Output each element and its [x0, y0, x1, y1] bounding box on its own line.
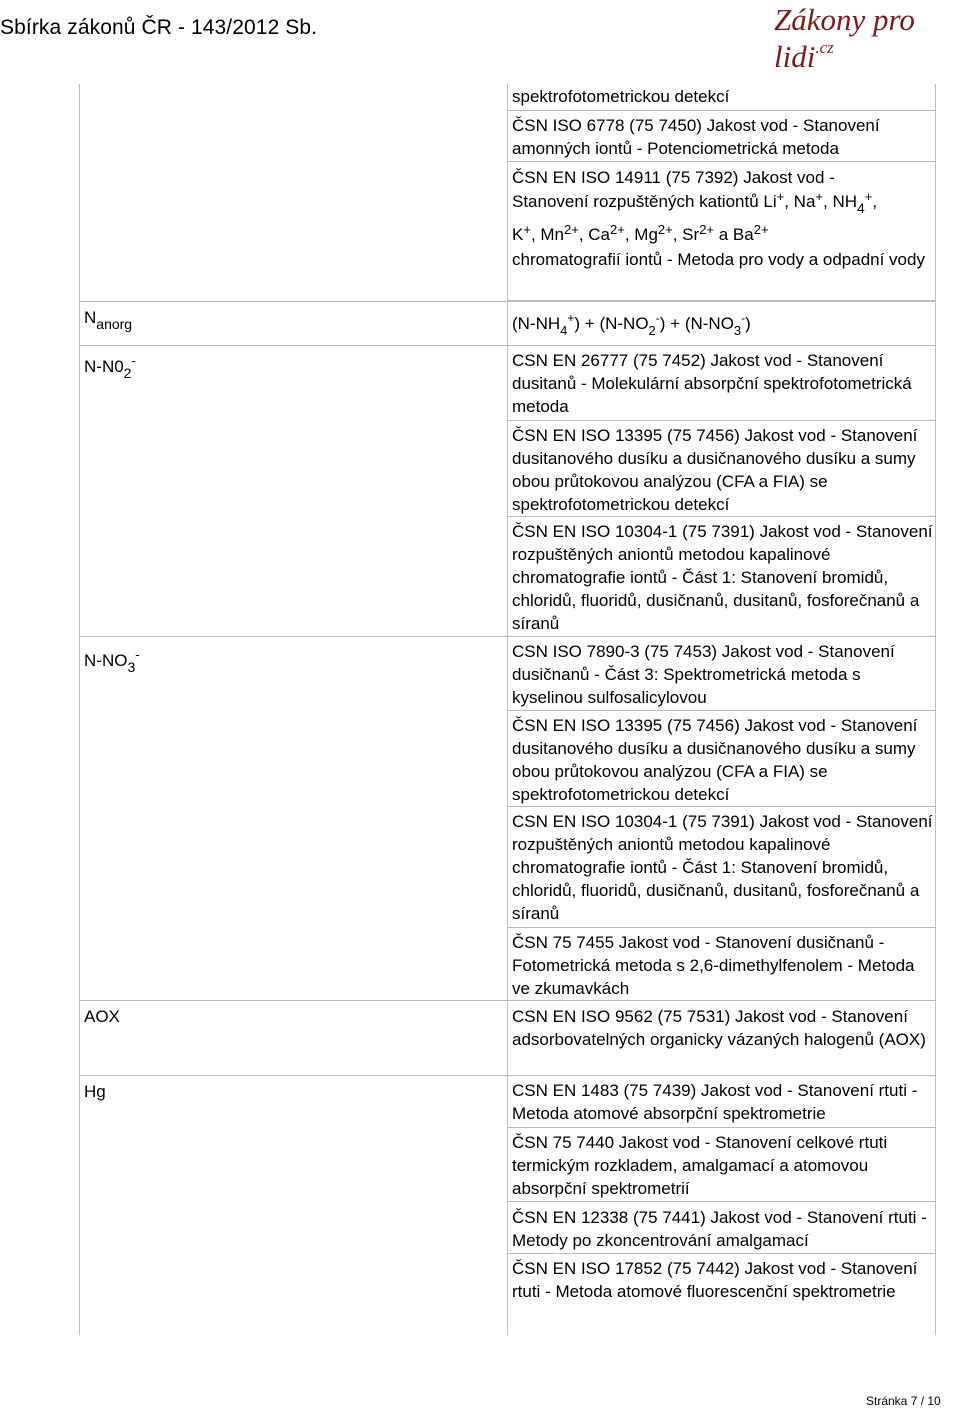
row-divider [507, 927, 936, 928]
row-divider [79, 345, 936, 346]
row-divider [79, 1000, 936, 1001]
method-cell: ČSN EN ISO 10304-1 (75 7391) Jakost vod - Stanovení rozpuštěných aniontů metodou kapalinové chromatografie iontů - Část 1: Stanovení bromidů, chloridů, fluoridů, dusičnanů, dusitanů, fosforečnanů a síranů [512, 522, 933, 633]
method-cell: spektrofotometrickou detekcí [512, 87, 730, 106]
row-divider [507, 806, 936, 807]
row-divider [79, 301, 936, 302]
row-divider [507, 1127, 936, 1128]
method-cell: ČSN EN ISO 13395 (75 7456) Jakost vod - Stanovení dusitanového dusíku a dusičnanového dusíku a sumy obou průtokovou analýzou (CFA a FIA) se spektrofotometrickou detekcí [512, 716, 918, 804]
param-n-no3: $N-NO_3^-$ [84, 647, 140, 675]
method-cell: CSN ISO 7890-3 (75 7453) Jakost vod - Stanovení dusičnanů - Část 3: Spektrometrická metoda s kyselinou sulfosalicylovou [512, 642, 895, 707]
formula-n-anorg: $(N-NH_4^+) + (N-NO_2^-) + (N-NO_3^-)$ [512, 311, 751, 338]
logo-suffix: .cz [815, 38, 834, 57]
logo-text: Zákony pro lidi [774, 2, 915, 74]
row-divider [507, 1201, 936, 1202]
method-cell: ČSN 75 7455 Jakost vod - Stanovení dusičnanů - Fotometrická metoda s 2,6-dimethylfenolem - Metoda ve zkumavkách [512, 933, 915, 998]
method-cell: CSN EN ISO 9562 (75 7531) Jakost vod - Stanovení adsorbovatelných organicky vázaných halogenů (AOX) [512, 1007, 926, 1049]
param-aox: AOX [84, 1007, 120, 1026]
method-cell: ČSN EN ISO 13395 (75 7456) Jakost vod - Stanovení dusitanového dusíku a dusičnanového dusíku a sumy obou průtokovou analýzou (CFA a FIA) se spektrofotometrickou detekcí [512, 426, 918, 514]
method-cell: ČSN 75 7440 Jakost vod - Stanovení celkové rtuti termickým rozkladem, amalgamací a atomovou absorpční spektrometrií [512, 1133, 888, 1198]
row-divider [507, 710, 936, 711]
table-border-left [79, 84, 80, 1335]
row-divider [507, 110, 936, 111]
method-cell: CSN EN 1483 (75 7439) Jakost vod - Stanovení rtuti - Metoda atomové absorpční spektrometrie [512, 1081, 918, 1123]
method-cell: ČSN EN 12338 (75 7441) Jakost vod - Stanovení rtuti - Metody po zkoncentrování amalgamací [512, 1208, 927, 1250]
param-n-anorg: $N_{anorg}$ [84, 308, 133, 332]
row-divider [507, 161, 936, 162]
row-divider [507, 420, 936, 421]
method-cell: CSN EN ISO 10304-1 (75 7391) Jakost vod - Stanovení rozpuštěných aniontů metodou kapalinové chromatografie iontů - Část 1: Stanovení bromidů, chloridů, fluoridů, dusičnanů, dusitanů, fosforečnanů a síranů [512, 812, 933, 923]
method-cell: CSN EN 26777 (75 7452) Jakost vod - Stanovení dusitanů - Molekulární absorpční spektrofotometrická metoda [512, 351, 912, 416]
method-cell: ČSN EN ISO 17852 (75 7442) Jakost vod - Stanovení rtuti - Metoda atomové fluorescenční spektrometrie [512, 1259, 918, 1301]
method-cell: ČSN EN ISO 14911 (75 7392) Jakost vod - Stanovení rozpuštěných kationtů Li+, Na+, $NH_4^+$, K+, $Mn^{2+}$, $Ca^{2+}$, $Mg^{2+}$, $Sr^{2+}$ a $Ba^{2+}$ chromatografií iontů - Metoda pro vody a odpadní vody [512, 168, 925, 269]
method-cell: ČSN ISO 6778 (75 7450) Jakost vod - Stanovení amonných iontů - Potenciometrická metoda [512, 116, 880, 158]
site-logo[interactable] [774, 2, 960, 75]
row-divider [79, 636, 936, 637]
document-title: Sbírka zákonů ČR - 143/2012 Sb. [0, 16, 318, 39]
row-divider [79, 1075, 936, 1076]
param-n-no2: $N-N0_2^-$ [84, 353, 136, 381]
row-divider [507, 516, 936, 517]
row-divider [507, 1253, 936, 1254]
param-hg: Hg [84, 1082, 106, 1101]
page-number: Stránka 7 / 10 [866, 1394, 941, 1408]
